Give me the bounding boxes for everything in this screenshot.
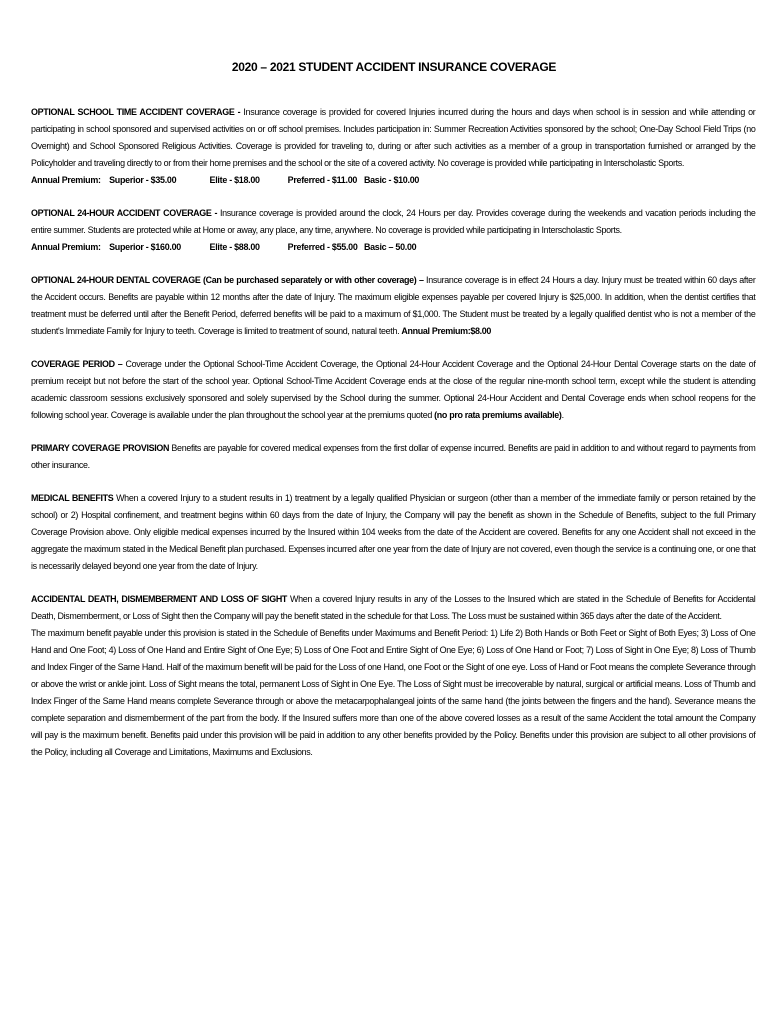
premium-preferred: Preferred - $55.00 [287, 242, 358, 253]
section-heading: OPTIONAL 24-HOUR ACCIDENT COVERAGE - [31, 208, 218, 219]
section-heading: OPTIONAL SCHOOL TIME ACCIDENT COVERAGE - [31, 107, 241, 118]
section-primary-coverage [31, 440, 755, 474]
premium-basic: Basic - $10.00 [363, 175, 420, 186]
premium-row [31, 239, 755, 256]
section-body: Coverage under the Optional School-Time Accident Coverage, the Optional 24-Hour Accident Coverage and the Optional 24-Hour Dental Coverage starts on the date of premium receipt but not before the start of the school year. Optional School-Time Accident Coverage ends at the close of the regular nine-month school term, except while the student is attending academic classroom sessions exclusively sponsored and solely supervised by the School during the summer. Optional 24-Hour Accident and Dental Coverage ends when school reopens for the following school year. Coverage is available under the plan throughout the school year at the premiums quoted [31, 359, 756, 421]
premium-elite: Elite - $18.00 [209, 175, 260, 186]
section-body: When a covered Injury to a student results in 1) treatment by a legally qualified Physician or surgeon (other than a member of the immediate family or person retained by the school) or 2) Hospital confinement, and treatment begins within 60 days from the date of Injury, the Company will pay the benefit as shown in the Schedule of Benefits, subject to the full Primary Coverage Provision above. Only eligible medical expenses incurred by the Insured within 104 weeks from the date of the Accident are covered. Benefits for any one Accident shall not exceed in the aggregate the maximum stated in the Medical Benefit plan purchased. Expenses incurred after one year from the date of Injury are not covered, even though the service is a continuing one, or one that is necessarily delayed beyond one year from the date of Injury. [31, 493, 756, 572]
premium-basic: Basic – 50.00 [363, 242, 417, 253]
no-pro-rata-note: (no pro rata premiums available) [434, 410, 562, 421]
premium-superior: Superior - $35.00 [109, 175, 177, 186]
section-body: Insurance coverage is in effect 24 Hours a day. Injury must be treated within 60 days after the Accident occurs. Benefits are payable within 12 months after the date of Injury. The maximum eligible expenses payable per covered Injury is $25,000. In addition, when the dentist certifies that treatment must be deferred until after the Benefit Period, deferred benefits will be paid to a maximum of $1,000. The Student must be treated by a legally qualified dentist who is not a member of the student's Immediate Family for Injury to teeth. Coverage is limited to treatment of sound, natural teeth. [31, 275, 756, 337]
dental-annual-premium: Annual Premium:$8.00 [401, 326, 492, 337]
section-heading: COVERAGE PERIOD – [31, 359, 123, 370]
section-body-end: . [561, 410, 564, 421]
section-body: When a covered Injury results in any of the Losses to the Insured which are stated in the Schedule of Benefits for Accidental Death, Dismemberment, or Loss of Sight then the Company will pay the benefit stated in the schedule for that Loss. The Loss must be sustained within 365 days after the date of the Accident. [31, 594, 756, 622]
section-heading: MEDICAL BENEFITS [31, 493, 114, 504]
section-24-hour-accident [31, 205, 755, 256]
section-body: Insurance coverage is provided around the clock, 24 Hours per day. Provides coverage during the weekends and vacation periods including the entire summer. Students are protected while at Home or away, any place, any time, anywhere. No coverage is provided while participating in Interscholastic Sports. [31, 208, 756, 236]
document-title: 2020 – 2021 STUDENT ACCIDENT INSURANCE COVERAGE [231, 60, 557, 74]
premium-label: Annual Premium: [31, 175, 101, 186]
section-heading: PRIMARY COVERAGE PROVISION [31, 443, 170, 454]
premium-elite: Elite - $88.00 [209, 242, 260, 253]
section-medical-benefits [31, 490, 755, 575]
premium-preferred: Preferred - $11.00 [287, 175, 358, 186]
section-coverage-period [31, 356, 755, 424]
section-body: Insurance coverage is provided for covered Injuries incurred during the hours and days when school is in session and while attending or participating in school sponsored and supervised activities on or off school premises. Includes participation in: Summer Recreation Activities sponsored by the school; One-Day School Field Trips (no Overnight) and School Sponsored Religious Activities. Coverage is provided for traveling to, during or after such activities as a member of a group in transportation furnished or arranged by the Policyholder and traveling directly to or from their home premises and the school or the site of a covered activity. No coverage is provided while participating in Interscholastic Sports. [31, 107, 756, 169]
section-body: Benefits are payable for covered medical expenses from the first dollar of expense incurred. Benefits are paid in addition to and without regard to payments from other insurance. [31, 443, 756, 471]
section-body-continued: The maximum benefit payable under this provision is stated in the Schedule of Benefits under Maximums and Benefit Period: 1) Life 2) Both Hands or Both Feet or Sight of Both Eyes; 3) Loss of One Hand and One Foot; 4) Loss of One Hand and Entire Sight of One Eye; 5) Loss of One Foot and Entire Sight of One Eye; 6) Loss of One Hand or Foot; 7) Loss of Sight in One Eye; 8) Loss of Thumb and Index Finger of the Same Hand. Half of the maximum benefit will be paid for the Loss of one Hand, one Foot or the Sight of one eye. Loss of Hand or Foot means the complete Severance through or above the wrist or ankle joint. Loss of Sight means the total, permanent Loss of Sight in One Eye. The Loss of Sight must be irrecoverable by natural, surgical or artificial means. Loss of Thumb and Index Finger of the Same Hand means complete Severance through or above the metacarpophalangeal joints of the same hand (the joints between the fingers and the hand). Severance means the complete separation and dismemberment of the part from the body. If the Insured suffers more than one of the above covered losses as a result of the same Accident the total amount the Company will pay is the maximum benefit. Benefits paid under this provision will be paid in addition to any other benefits provided by the Policy. Benefits under this provision are subject to all other provisions of the Policy, including all Coverage and Limitations, Maximums and Exclusions. [31, 628, 756, 758]
section-school-time-accident [31, 104, 755, 189]
section-24-hour-dental [31, 272, 755, 340]
section-accidental-death [31, 591, 755, 761]
section-heading: OPTIONAL 24-HOUR DENTAL COVERAGE (Can be purchased separately or with other coverage) – [31, 275, 424, 286]
premium-label: Annual Premium: [31, 242, 101, 253]
premium-row [31, 172, 755, 189]
premium-superior: Superior - $160.00 [109, 242, 181, 253]
section-heading: ACCIDENTAL DEATH, DISMEMBERMENT AND LOSS OF SIGHT [31, 594, 288, 605]
